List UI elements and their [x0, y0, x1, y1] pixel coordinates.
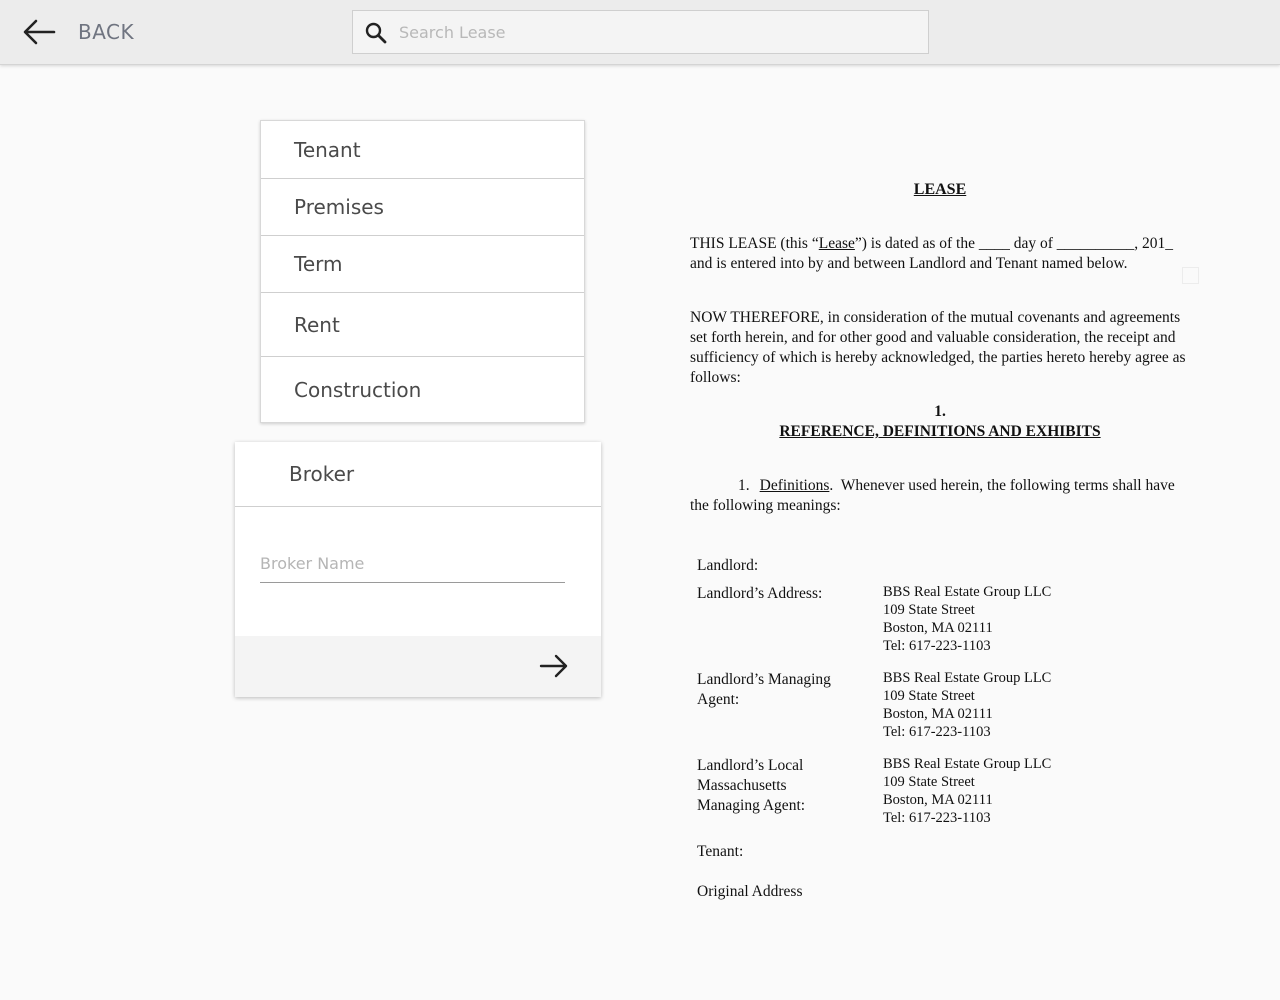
definition-term: Landlord:: [697, 557, 759, 574]
now-therefore-paragraph: NOW THEREFORE, in consideration of the mutual covenants and agreements set forth herein, and for other good and valuable consideration, the receipt and sufficiency of which is hereby acknowledged, the parties hereto hereby agree as follows:: [690, 309, 1186, 386]
menu-item-label: Construction: [294, 377, 422, 402]
definition-value: [883, 583, 1051, 663]
broker-card: [235, 442, 601, 697]
address-line: BBS Real Estate Group LLC: [883, 670, 1052, 686]
next-button[interactable]: [539, 653, 569, 683]
menu-item-premises[interactable]: [261, 179, 584, 236]
definition-term: Tenant:: [697, 843, 744, 860]
decorative-box: [1182, 267, 1199, 284]
menu-item-rent[interactable]: [261, 293, 584, 357]
definition-row: [697, 881, 1177, 903]
address-line: Tel: 617-223-1103: [883, 724, 991, 740]
search-box[interactable]: [352, 10, 929, 54]
lease-document: [690, 180, 1190, 552]
article-title: REFERENCE, DEFINITIONS AND EXHIBITS: [779, 423, 1101, 440]
top-bar: [0, 0, 1280, 65]
intro-text-start: THIS LEASE (this “: [690, 235, 819, 252]
intro-text-end: ”) is dated as of the ____ day of __________, 201_ and is entered into by and between Landlord and Tenant named below.: [690, 235, 1173, 272]
address-line: Boston, MA 02111: [883, 620, 993, 636]
document-title: LEASE: [913, 181, 967, 198]
definition-term: Landlord’s Managing Agent:: [697, 671, 831, 708]
definition-row: [697, 669, 1177, 749]
broker-title: Broker: [235, 442, 601, 507]
definition-term: Landlord’s Local Massachusetts Managing Agent:: [697, 757, 806, 814]
address-line: 109 State Street: [883, 774, 975, 790]
address-line: Tel: 617-223-1103: [883, 638, 991, 654]
definition-term: Landlord’s Address:: [697, 585, 823, 602]
definition-row: [697, 841, 1177, 875]
broker-name-input[interactable]: [260, 545, 565, 583]
definition-row: [697, 755, 1177, 835]
definition-value: [883, 755, 1051, 835]
menu-item-label: Rent: [294, 312, 340, 337]
address-line: 109 State Street: [883, 602, 975, 618]
menu-item-tenant[interactable]: [261, 121, 584, 179]
broker-form: [235, 507, 601, 636]
menu-item-construction[interactable]: [261, 357, 584, 422]
menu-item-label: Term: [294, 252, 343, 276]
search-input[interactable]: [397, 11, 917, 53]
definition-value: [883, 669, 1051, 749]
address-line: Boston, MA 02111: [883, 706, 993, 722]
menu-item-term[interactable]: [261, 236, 584, 293]
article-number: 1.: [934, 403, 946, 420]
definitions-heading: Definitions: [759, 477, 830, 494]
section-menu: [260, 120, 585, 423]
arrow-left-icon: [22, 19, 56, 45]
definitions-number: 1.: [738, 477, 750, 494]
menu-item-label: Tenant: [294, 137, 361, 162]
definitions-text: Whenever used herein, the following terms shall have the following meanings:: [690, 477, 1175, 514]
definition-term: Original Address: [697, 883, 803, 900]
lease-defined-term: Lease: [818, 235, 855, 252]
address-line: Boston, MA 02111: [883, 792, 993, 808]
address-line: BBS Real Estate Group LLC: [883, 756, 1052, 772]
definitions-paragraph: [690, 476, 1190, 516]
back-button[interactable]: [22, 14, 134, 50]
arrow-right-icon: [539, 664, 569, 683]
definition-row: [697, 583, 1177, 663]
definition-row: [697, 555, 1177, 577]
definitions-table: [697, 555, 1177, 909]
menu-item-label: Premises: [294, 195, 384, 219]
intro-paragraph: [690, 234, 1190, 274]
broker-footer: [235, 636, 601, 697]
address-line: BBS Real Estate Group LLC: [883, 584, 1052, 600]
address-line: 109 State Street: [883, 688, 975, 704]
definitions-heading-punct: .: [829, 477, 834, 494]
back-label: BACK: [78, 20, 135, 44]
address-line: Tel: 617-223-1103: [883, 810, 991, 826]
